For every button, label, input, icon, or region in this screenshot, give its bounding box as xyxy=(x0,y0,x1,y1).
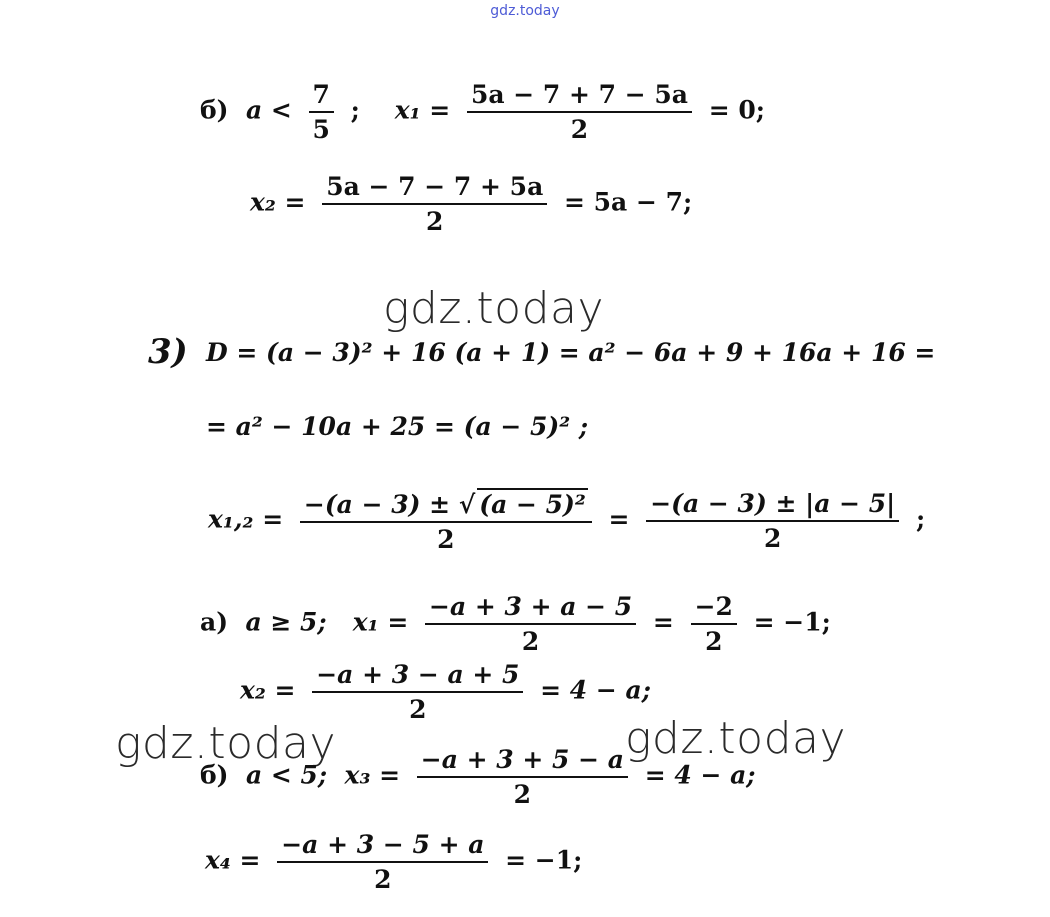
part3-x12-tail: ; xyxy=(915,504,926,534)
case-a-x1-fraction2 xyxy=(691,592,737,656)
fraction-numerator: 7 xyxy=(309,80,334,113)
case-b-x4-rhs: = −1; xyxy=(505,845,583,875)
watermark: gdz.today xyxy=(383,283,605,334)
case-a-label: а) xyxy=(200,607,229,637)
case-b-line1 xyxy=(200,745,756,809)
fraction-numerator: −2 xyxy=(691,592,737,625)
case-b-x4-fraction xyxy=(277,830,488,894)
block-b-x2-fraction xyxy=(322,172,547,236)
part3-x12-fraction1 xyxy=(300,488,592,554)
part3-label: 3) xyxy=(148,332,188,372)
block-b-line2 xyxy=(250,172,692,236)
case-a-line1 xyxy=(200,592,831,656)
case-a-line2 xyxy=(240,660,651,724)
fraction-denominator: 2 xyxy=(437,525,455,554)
fraction-numerator: −(a − 3) ± |a − 5| xyxy=(646,489,899,522)
fraction-numerator: −a + 3 − 5 + a xyxy=(277,830,488,863)
fraction-denominator: 2 xyxy=(705,627,723,656)
case-a-x1-mid: = xyxy=(652,607,674,637)
watermark: gdz.today xyxy=(115,718,337,769)
case-b-x4-lhs: x₄ = xyxy=(205,845,261,875)
fraction-numerator xyxy=(300,488,592,523)
case-a-x1-rhs: = −1; xyxy=(753,607,831,637)
watermark: gdz.today xyxy=(625,713,847,764)
fraction-denominator: 2 xyxy=(521,627,540,656)
fraction-denominator: 2 xyxy=(513,780,532,809)
fraction-numerator: 5a − 7 + 7 − 5a xyxy=(467,80,692,113)
case-b-label: б) xyxy=(200,760,229,790)
fraction-denominator: 2 xyxy=(570,115,589,144)
case-b-cond: a < 5; xyxy=(245,760,328,790)
case-b-line2 xyxy=(205,830,582,894)
case-b-x3-fraction xyxy=(417,745,628,809)
block-b-cond-tail: ; xyxy=(350,95,360,125)
block-b-x1-lhs: x₁ = xyxy=(394,95,451,125)
fraction-denominator: 2 xyxy=(764,524,782,553)
site-watermark-top: gdz.today xyxy=(490,3,560,19)
block-b-x1-rhs: = 0; xyxy=(708,95,765,125)
block-b-x2-lhs: x₂ = xyxy=(250,187,306,217)
sqrt-radicand: (a − 5)² xyxy=(479,490,586,519)
fraction-denominator: 2 xyxy=(374,865,392,894)
block-b-cond-fraction xyxy=(309,80,334,144)
fraction-numerator: 5a − 7 − 7 + 5a xyxy=(322,172,547,205)
fraction-denominator: 2 xyxy=(426,207,444,236)
case-a-x1-lhs: x₁ = xyxy=(352,607,409,637)
part3-discriminant-simplified: = a² − 10a + 25 = (a − 5)² ; xyxy=(206,412,589,441)
part3-x12-lhs: x₁,₂ = xyxy=(208,504,284,534)
case-a-x2-lhs: x₂ = xyxy=(240,675,296,705)
case-a-cond: a ≥ 5; xyxy=(245,607,327,637)
case-a-x2-rhs: = 4 − a; xyxy=(540,675,651,705)
fraction-numerator: −a + 3 + 5 − a xyxy=(417,745,628,778)
fraction-numerator: −a + 3 − a + 5 xyxy=(312,660,523,693)
part3-roots-formula xyxy=(208,488,925,554)
part3-line1 xyxy=(206,338,935,367)
part3-x12-fraction2 xyxy=(646,489,899,553)
fraction-numerator: −a + 3 + a − 5 xyxy=(425,592,636,625)
block-b-label: б) xyxy=(200,95,229,125)
part3-x12-eq: = xyxy=(608,504,630,534)
fraction-denominator: 2 xyxy=(409,695,427,724)
case-b-x3-lhs: x₃ = xyxy=(344,760,401,790)
block-b-x1-fraction xyxy=(467,80,692,144)
block-b-line1 xyxy=(200,80,765,144)
case-a-x1-fraction xyxy=(425,592,636,656)
sqrt-icon: √ xyxy=(458,490,476,519)
case-b-x3-rhs: = 4 − a; xyxy=(644,760,756,790)
part3-line2 xyxy=(206,412,588,441)
numerator-text: −(a − 3) ± xyxy=(303,490,451,519)
fraction-denominator: 5 xyxy=(312,115,330,144)
case-a-x2-fraction xyxy=(312,660,523,724)
block-b-cond-lhs: a < xyxy=(245,95,292,125)
block-b-x2-rhs: = 5a − 7; xyxy=(564,187,693,217)
part3-discriminant: D = (a − 3)² + 16 (a + 1) = a² − 6a + 9 + 16a + 16 = xyxy=(206,338,936,367)
